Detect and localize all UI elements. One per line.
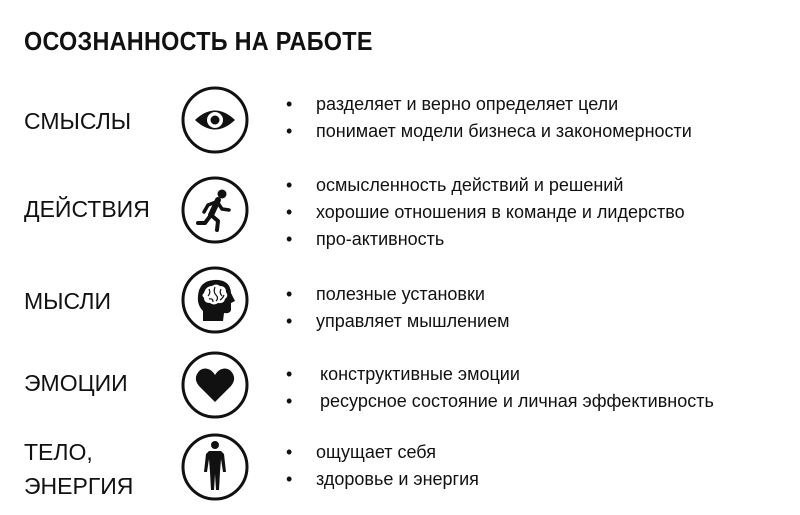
- bullet-list: [286, 439, 479, 493]
- bullet-item: • хорошие отношения в команде и лидерство: [286, 199, 685, 226]
- human-body-icon: [180, 432, 250, 502]
- heart-icon: [180, 350, 250, 420]
- bullet-list: [286, 361, 714, 415]
- section-label: ЭМОЦИИ: [24, 370, 128, 396]
- bullet-list: [286, 91, 692, 145]
- bullet-item: • ресурсное состояние и личная эффективность: [286, 388, 714, 415]
- bullet-item: • про-активность: [286, 226, 685, 253]
- running-person-icon: [180, 175, 250, 245]
- section-label: СМЫСЛЫ: [24, 108, 132, 134]
- section-label: МЫСЛИ: [24, 288, 111, 314]
- bullet-list: [286, 172, 685, 253]
- bullet-item: • полезные установки: [286, 281, 509, 308]
- bullet-item: • конструктивные эмоции: [286, 361, 714, 388]
- section-meanings: [0, 85, 800, 155]
- bullet-item: • ощущает себя: [286, 439, 479, 466]
- bullet-item: • понимает модели бизнеса и закономерности: [286, 118, 692, 145]
- bullet-item: • здоровье и энергия: [286, 466, 479, 493]
- section-actions: [0, 175, 800, 249]
- eye-icon: [180, 85, 250, 155]
- bullet-item: • осмысленность действий и решений: [286, 172, 685, 199]
- page-title: ОСОЗНАННОСТЬ НА РАБОТЕ: [24, 26, 373, 56]
- section-label: ТЕЛО, ЭНЕРГИЯ: [24, 439, 134, 499]
- bullet-item: • управляет мышлением: [286, 308, 509, 335]
- head-brain-icon: [180, 265, 250, 335]
- bullet-item: • разделяет и верно определяет цели: [286, 91, 692, 118]
- section-emotions: [0, 350, 800, 420]
- section-label: ДЕЙСТВИЯ: [24, 196, 150, 222]
- section-thoughts: [0, 265, 800, 335]
- section-body-energy: [0, 432, 800, 502]
- bullet-list: [286, 281, 509, 335]
